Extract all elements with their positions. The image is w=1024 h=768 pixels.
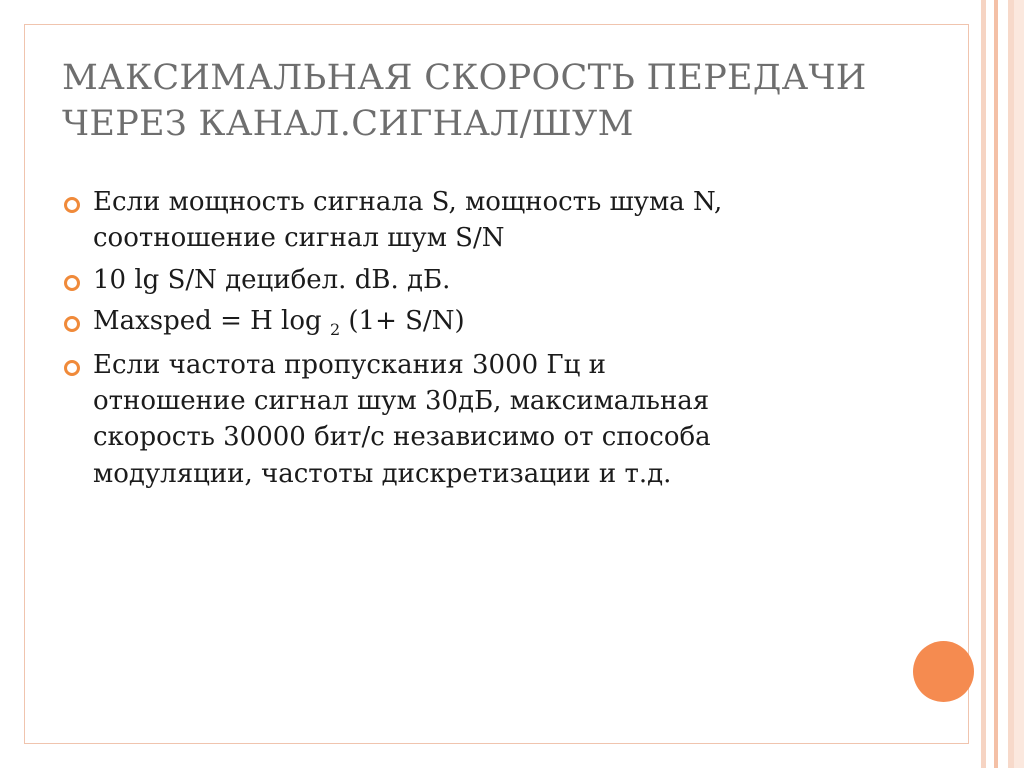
bullet-circle-icon xyxy=(64,360,80,376)
bullet-line: модуляции, частоты дискретизации и т.д. xyxy=(93,458,672,489)
slide-title xyxy=(62,56,922,147)
bullet-text xyxy=(93,303,882,341)
bullet-line: 10 lg S/N децибел. dB. дБ. xyxy=(93,264,451,295)
bullet-text xyxy=(93,262,882,298)
edge-stripe xyxy=(986,0,994,768)
edge-stripe xyxy=(998,0,1008,768)
bullet-circle-icon xyxy=(64,316,80,332)
bullet-item xyxy=(62,184,882,257)
bullet-line: скорость 30000 бит/с независимо от способа xyxy=(93,422,711,453)
decorative-circle xyxy=(913,641,974,702)
bullet-text xyxy=(93,184,882,257)
bullet-line: отношение сигнал шум 30дБ, максимальная xyxy=(93,385,710,416)
bullet-item xyxy=(62,303,882,341)
formula-prefix: Maxsped = H log xyxy=(93,306,322,337)
bullet-item xyxy=(62,262,882,298)
bullet-line: Если мощность сигнала S, мощность шума N, xyxy=(93,187,723,217)
formula-subscript: 2 xyxy=(329,320,341,340)
slide-title-line: МАКСИМАЛЬНАЯ СКОРОСТЬ ПЕРЕДАЧИ xyxy=(62,58,867,98)
edge-stripe xyxy=(1014,0,1024,768)
bullet-circle-icon xyxy=(64,275,80,291)
bullet-item xyxy=(62,347,882,493)
formula-line xyxy=(93,303,882,341)
bullet-line: Если частота пропускания 3000 Гц и xyxy=(93,349,606,380)
slide-title-line: ЧЕРЕЗ КАНАЛ.СИГНАЛ/ШУМ xyxy=(62,103,634,144)
bullet-list xyxy=(62,184,882,497)
bullet-text xyxy=(93,347,882,493)
formula-suffix: (1+ S/N) xyxy=(340,306,465,337)
bullet-circle-icon xyxy=(64,197,80,213)
bullet-line: соотношение сигнал шум S/N xyxy=(93,223,505,254)
